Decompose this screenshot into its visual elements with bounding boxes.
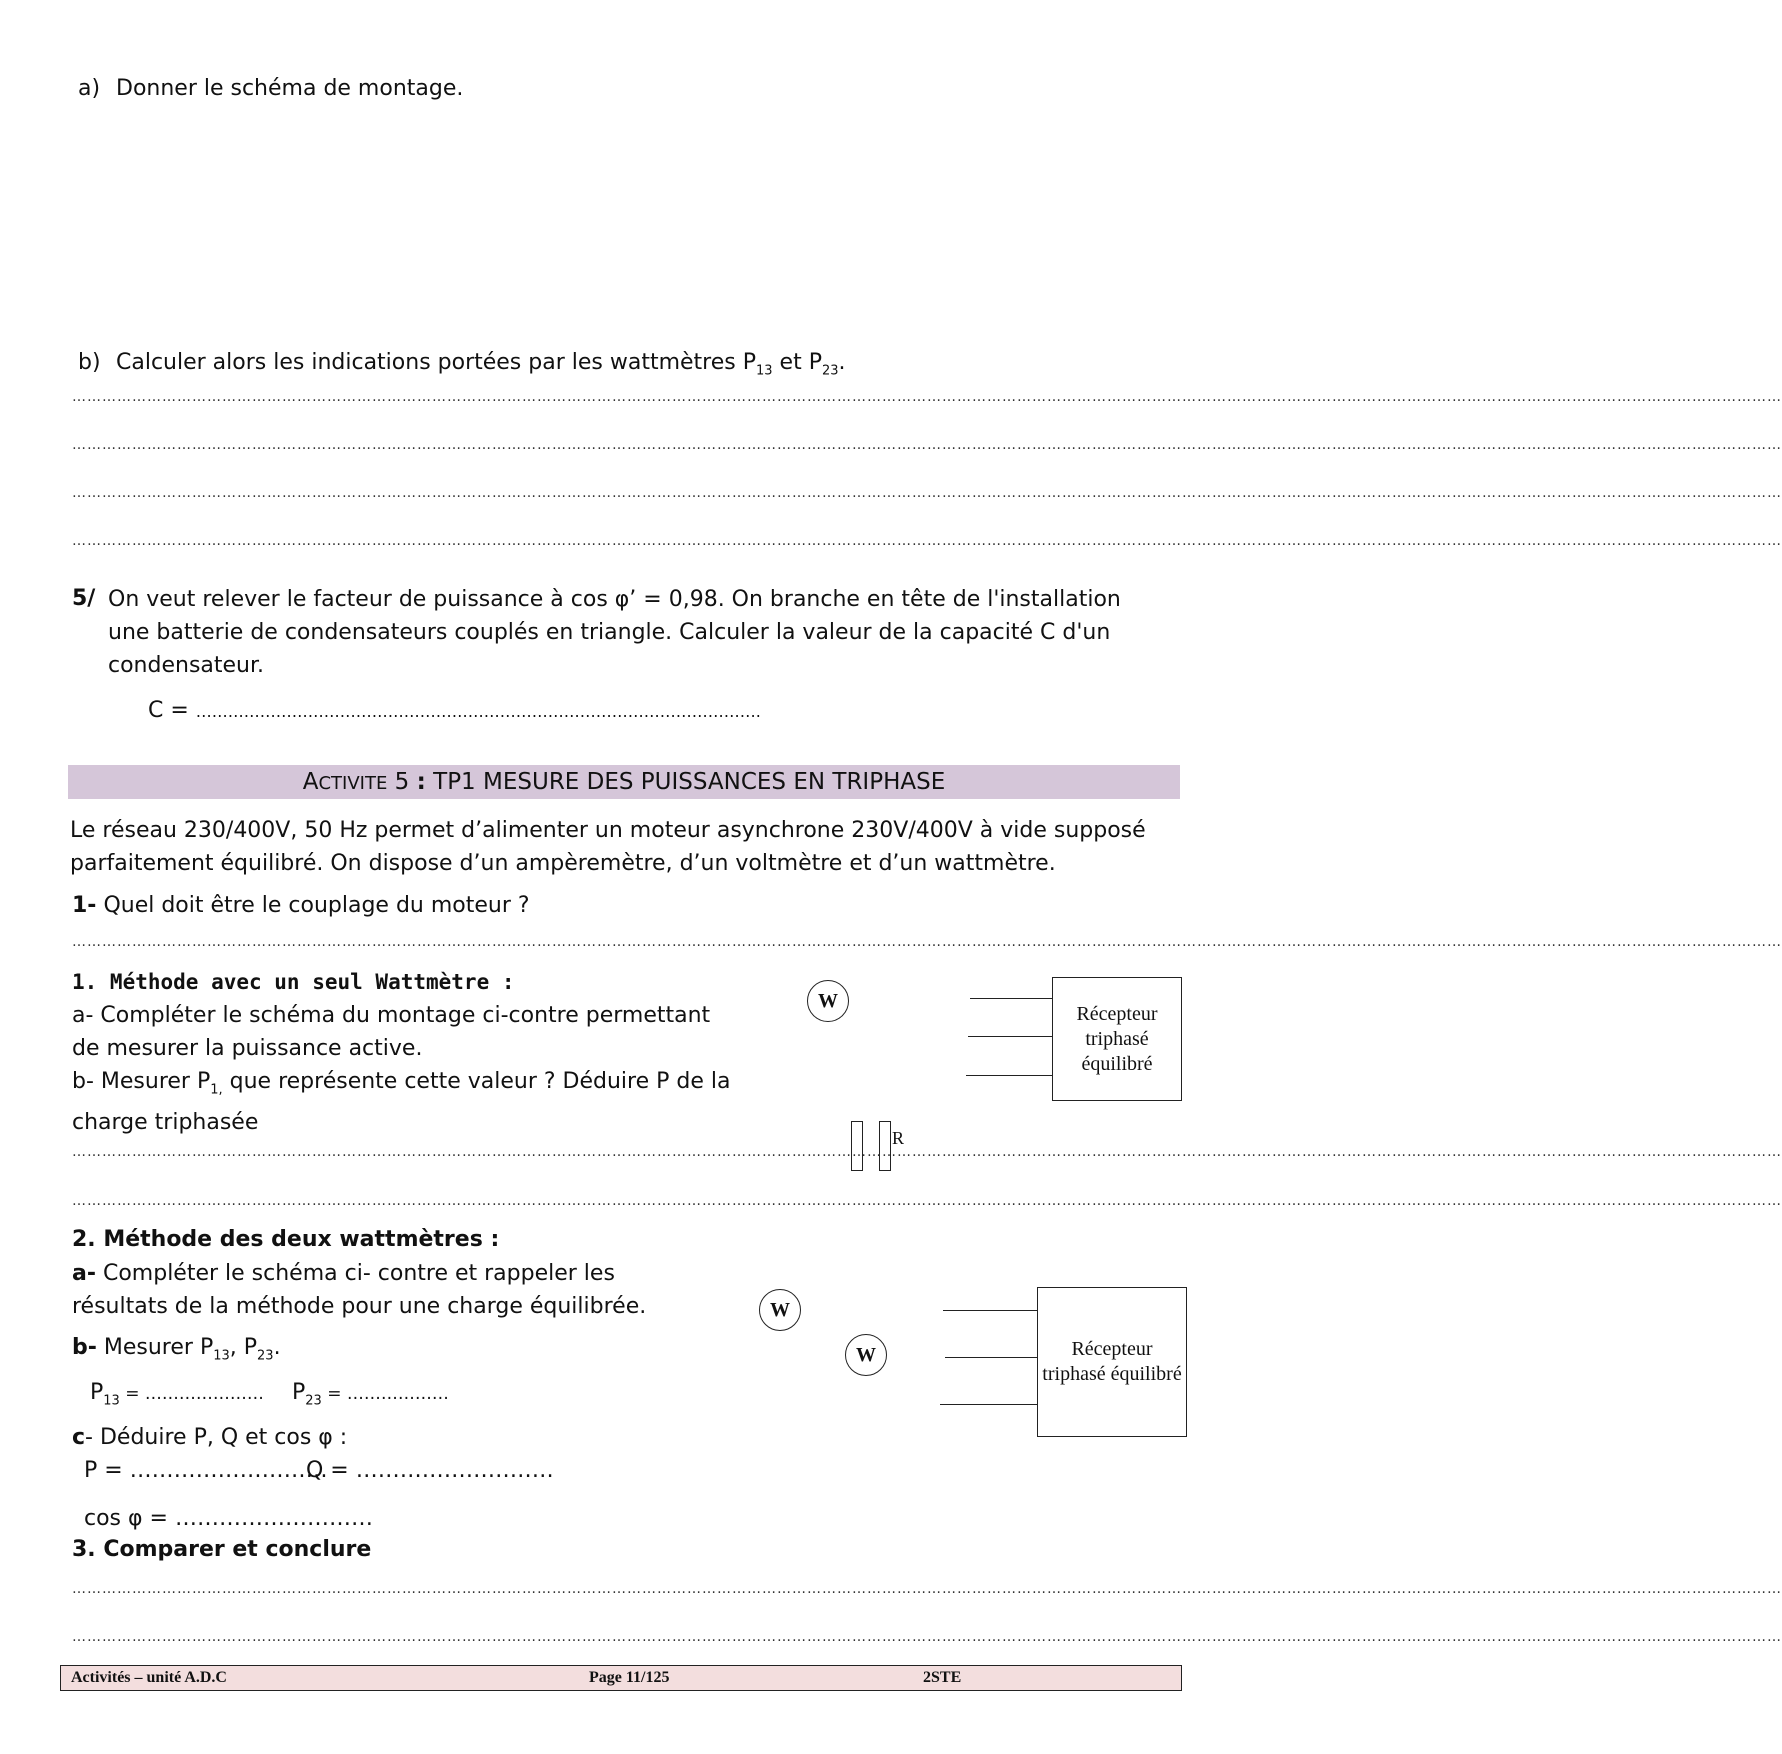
phase-wire bbox=[968, 1036, 1052, 1037]
resistor-symbol bbox=[879, 1121, 891, 1171]
wattmeter-symbol: W bbox=[759, 1289, 801, 1331]
answer-line: ……………………………………………………………………………………………………………………………………………………………………………………………………………………………………………………………………………………………………………… bbox=[72, 1193, 1782, 1209]
footer-page: Page 11/125 bbox=[589, 1669, 670, 1686]
q5-number: 5/ bbox=[72, 586, 96, 611]
receiver-box: Récepteur triphasé équilibré bbox=[1037, 1287, 1187, 1437]
q5-text: On veut relever le facteur de puissance à cos φ’ = 0,98. On branche en tête de l'installation une batterie de condensateurs couplés en triangle. Calculer la valeur de la capacité C d'un condensateur. bbox=[108, 587, 1121, 678]
q1: 1- Quel doit être le couplage du moteur ? bbox=[72, 893, 530, 918]
q-answer: Q = ……………………… bbox=[306, 1458, 554, 1483]
m1-a: a- Compléter le schéma du montage ci-contre permettant de mesurer la puissance active. bbox=[72, 1003, 711, 1061]
m2-b: b- Mesurer $P_{13}$, $P_{23}$. bbox=[72, 1335, 281, 1364]
m1-b: b- Mesurer $P_{1,}$ que représente cette valeur ? Déduire P de la charge triphasée bbox=[72, 1069, 731, 1136]
answer-line: ……………………………………………………………………………………………………………………………………………………………………………………………………………………………………………………………………………………………………………… bbox=[72, 1629, 1782, 1645]
answer-line: ……………………………………………………………………………………………………………………………………………………………………………………………………………………………………………………………………………………………………………… bbox=[72, 389, 1782, 405]
answer-line: ……………………………………………………………………………………………………………………………………………………………………………………………………………………………………………………………………………………………………………… bbox=[72, 934, 1782, 950]
answer-line: ……………………………………………………………………………………………………………………………………………………………………………………………………………………………………………………………………………………………………………… bbox=[72, 485, 1782, 501]
activity-intro: Le réseau 230/400V, 50 Hz permet d’alimenter un moteur asynchrone 230V/400V à vide supposé parfaitement équilibré. On dispose d’un ampèremètre, d’un voltmètre et d’un wattmètre. bbox=[70, 818, 1146, 876]
m2-heading: 2. Méthode des deux wattmètres : bbox=[72, 1227, 500, 1252]
wattmeter-symbol: W bbox=[807, 980, 849, 1022]
activity-banner: ACTIVITE 5 : TP1 MESURE DES PUISSANCES EN TRIPHASE bbox=[68, 765, 1180, 799]
m2-c: c- Déduire P, Q et cos φ : bbox=[72, 1425, 348, 1450]
phase-wire bbox=[945, 1357, 1037, 1358]
answer-line: ……………………………………………………………………………………………………………………………………………………………………………………………………………………………………………………………………………………………………………… bbox=[72, 1144, 1782, 1160]
footer-left: Activités – unité A.D.C bbox=[71, 1669, 227, 1686]
m3-heading: 3. Comparer et conclure bbox=[72, 1537, 372, 1562]
answer-line: ……………………………………………………………………………………………………………………………………………………………………………………………………………………………………………………………………………………………………………… bbox=[72, 533, 1782, 549]
p13-answer: $P_{13}$ = ………………… bbox=[90, 1380, 264, 1409]
wattmeter-symbol: W bbox=[845, 1334, 887, 1376]
p23-answer: $P_{23}$ = ……………… bbox=[292, 1380, 449, 1409]
p-answer: P = ……………………… bbox=[84, 1458, 328, 1483]
answer-line: ……………………………………………………………………………………………………………………………………………………………………………………………………………………………………………………………………………………………………………… bbox=[72, 437, 1782, 453]
cos-answer: cos φ = ……………………… bbox=[84, 1506, 373, 1531]
phase-wire bbox=[970, 998, 1052, 999]
q4b-marker: b) bbox=[78, 350, 101, 375]
q5-answer: C = ……………………………………………………………………………………………. bbox=[148, 698, 761, 723]
m1-heading: 1. Méthode avec un seul Wattmètre : bbox=[72, 970, 515, 994]
m2-a: a- Compléter le schéma ci- contre et rappeler les résultats de la méthode pour une charge équilibrée. bbox=[72, 1261, 647, 1319]
phase-wire bbox=[943, 1310, 1037, 1311]
q4a-marker: a) bbox=[78, 76, 101, 101]
receiver-box: Récepteur triphasé équilibré bbox=[1052, 977, 1182, 1101]
footer-right: 2STE bbox=[923, 1669, 962, 1686]
answer-line: ……………………………………………………………………………………………………………………………………………………………………………………………………………………………………………………………………………………………………………… bbox=[72, 1581, 1782, 1597]
phase-wire bbox=[940, 1404, 1037, 1405]
q4a-text: Donner le schéma de montage. bbox=[116, 76, 464, 101]
phase-wire bbox=[966, 1075, 1052, 1076]
q4b-text: Calculer alors les indications portées par les wattmètres $P_{13}$ et $P_{23}$. bbox=[116, 350, 846, 379]
resistor-label: R bbox=[892, 1128, 905, 1148]
page-footer bbox=[60, 1665, 1182, 1691]
resistor-symbol bbox=[851, 1121, 863, 1171]
